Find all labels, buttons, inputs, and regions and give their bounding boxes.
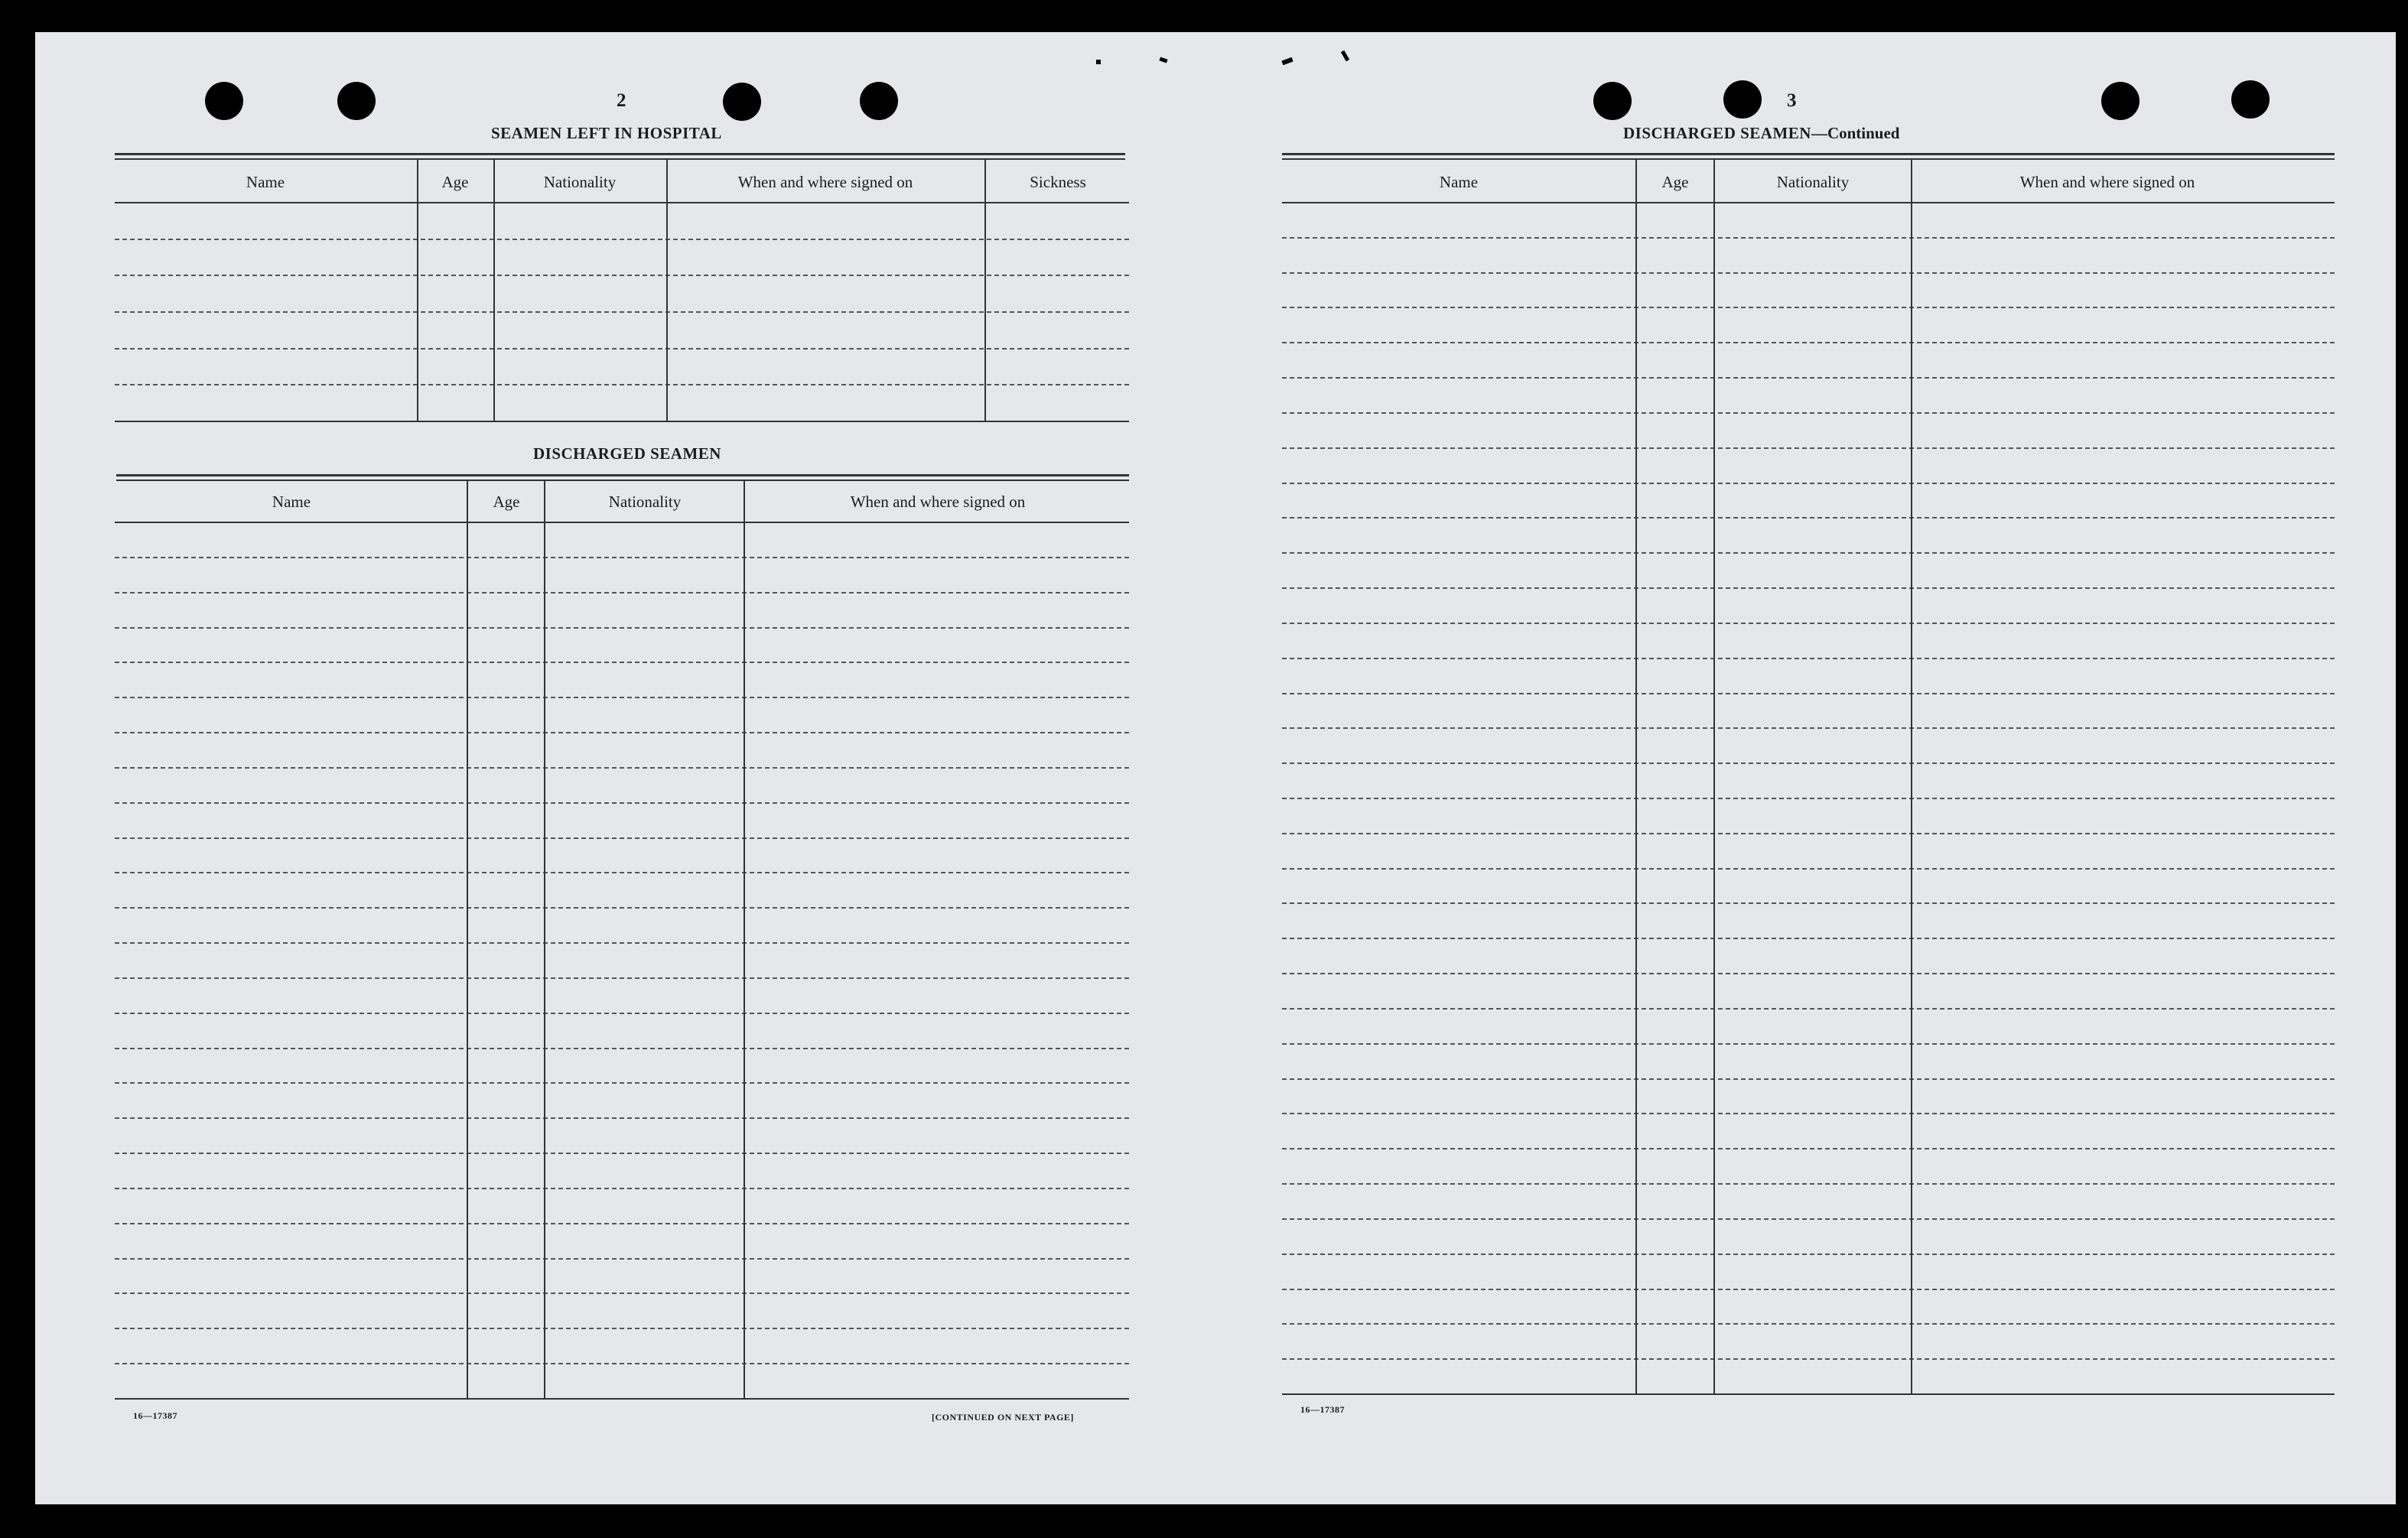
row-rule [115, 311, 1129, 313]
row-rule [115, 732, 1129, 733]
column-header-sickness: Sickness [1030, 173, 1086, 191]
column-header-name: Name [1439, 173, 1479, 191]
row-rule [1282, 1289, 2335, 1290]
row-rule [1282, 412, 2335, 414]
row-rule [1282, 798, 2335, 799]
punch-hole [1593, 82, 1632, 120]
row-rule [115, 1258, 1129, 1260]
section-title-main: DISCHARGED SEAMEN [1623, 124, 1811, 142]
page-number: 2 [617, 90, 626, 111]
punch-hole [860, 82, 898, 120]
row-rule [1282, 727, 2335, 729]
document-sheet [35, 32, 2396, 1504]
column-header-nationality: Nationality [608, 493, 682, 511]
row-rule [1282, 483, 2335, 484]
row-rule [115, 1117, 1129, 1119]
page-number: 3 [1787, 90, 1797, 111]
row-rule [1282, 342, 2335, 343]
row-rule [1282, 552, 2335, 554]
row-rule [115, 1013, 1129, 1014]
row-rule [1282, 1008, 2335, 1010]
row-rule [1282, 868, 2335, 870]
section-title: DISCHARGED SEAMEN [533, 444, 721, 463]
form-number: 16—17387 [133, 1410, 177, 1421]
row-rule [1282, 762, 2335, 764]
column-divider [467, 480, 468, 1398]
section-title-continued: —Continued [1811, 124, 1900, 142]
column-header-nationality: Nationality [543, 173, 617, 191]
continued-note: [CONTINUED ON NEXT PAGE] [932, 1412, 1074, 1423]
row-rule [115, 1153, 1129, 1154]
row-rule [115, 592, 1129, 593]
punch-hole [205, 82, 243, 120]
table-top-rule [115, 153, 1125, 160]
column-divider [544, 480, 545, 1398]
row-rule [1282, 1323, 2335, 1325]
speck [1341, 50, 1349, 62]
table-top-rule [116, 474, 1129, 481]
form-number: 16—17387 [1300, 1404, 1345, 1415]
row-rule [1282, 1078, 2335, 1080]
row-rule [1282, 1358, 2335, 1360]
punch-hole [2231, 80, 2270, 119]
row-rule [115, 384, 1129, 385]
table-top-rule [1282, 153, 2335, 160]
row-rule [1282, 377, 2335, 379]
row-rule [115, 977, 1129, 979]
row-rule [1282, 623, 2335, 624]
column-header-name: Name [272, 493, 311, 511]
header-rule [115, 522, 1129, 523]
row-rule [1282, 587, 2335, 589]
section-title [1623, 124, 1899, 143]
row-rule [1282, 658, 2335, 659]
header-rule [115, 202, 1129, 203]
row-rule [115, 275, 1129, 276]
punch-hole [1723, 80, 1762, 119]
row-rule [115, 348, 1129, 350]
row-rule [115, 837, 1129, 839]
row-rule [1282, 973, 2335, 974]
row-rule [1282, 1043, 2335, 1045]
row-rule [115, 627, 1129, 629]
row-rule [115, 1363, 1129, 1364]
row-rule [115, 1082, 1129, 1084]
speck [1281, 57, 1293, 65]
speck [1096, 60, 1101, 64]
punch-hole [2101, 82, 2140, 120]
row-rule [1282, 1183, 2335, 1185]
column-header-age: Age [493, 493, 520, 511]
column-header-age: Age [441, 173, 469, 191]
column-divider [744, 480, 745, 1398]
column-divider [1635, 159, 1637, 1393]
row-rule [115, 767, 1129, 769]
speck [1159, 57, 1167, 63]
punch-hole [337, 82, 376, 120]
row-rule [1282, 307, 2335, 308]
row-rule [1282, 902, 2335, 904]
row-rule [115, 1048, 1129, 1049]
row-rule [1282, 1218, 2335, 1220]
row-rule [115, 1223, 1129, 1224]
row-rule [115, 1293, 1129, 1294]
table-bottom-rule [115, 1398, 1129, 1400]
column-divider [984, 159, 986, 422]
column-divider [417, 159, 418, 422]
row-rule [1282, 237, 2335, 239]
column-header-age: Age [1661, 173, 1689, 191]
column-header-name: Name [246, 173, 285, 191]
row-rule [1282, 833, 2335, 834]
row-rule [115, 557, 1129, 558]
column-divider [493, 159, 495, 422]
table-bottom-rule [115, 421, 1129, 422]
row-rule [1282, 1113, 2335, 1114]
section-title: SEAMEN LEFT IN HOSPITAL [491, 124, 722, 142]
column-divider [666, 159, 668, 422]
row-rule [115, 239, 1129, 240]
row-rule [1282, 517, 2335, 519]
row-rule [1282, 272, 2335, 274]
column-header-nationality: Nationality [1776, 173, 1850, 191]
row-rule [1282, 1148, 2335, 1149]
row-rule [115, 1328, 1129, 1329]
row-rule [115, 1188, 1129, 1189]
column-header-signed-on: When and where signed on [850, 493, 1026, 511]
row-rule [1282, 938, 2335, 939]
table-bottom-rule [1282, 1393, 2335, 1395]
column-divider [1713, 159, 1715, 1393]
row-rule [115, 802, 1129, 804]
row-rule [1282, 1253, 2335, 1255]
column-header-signed-on: When and where signed on [737, 173, 913, 191]
row-rule [115, 662, 1129, 663]
punch-hole [723, 83, 761, 121]
header-rule [1282, 202, 2335, 203]
row-rule [115, 872, 1129, 873]
row-rule [115, 942, 1129, 944]
row-rule [115, 697, 1129, 698]
row-rule [115, 907, 1129, 909]
row-rule [1282, 447, 2335, 449]
row-rule [1282, 693, 2335, 694]
column-divider [1911, 159, 1912, 1393]
column-header-signed-on: When and where signed on [2019, 173, 2195, 191]
